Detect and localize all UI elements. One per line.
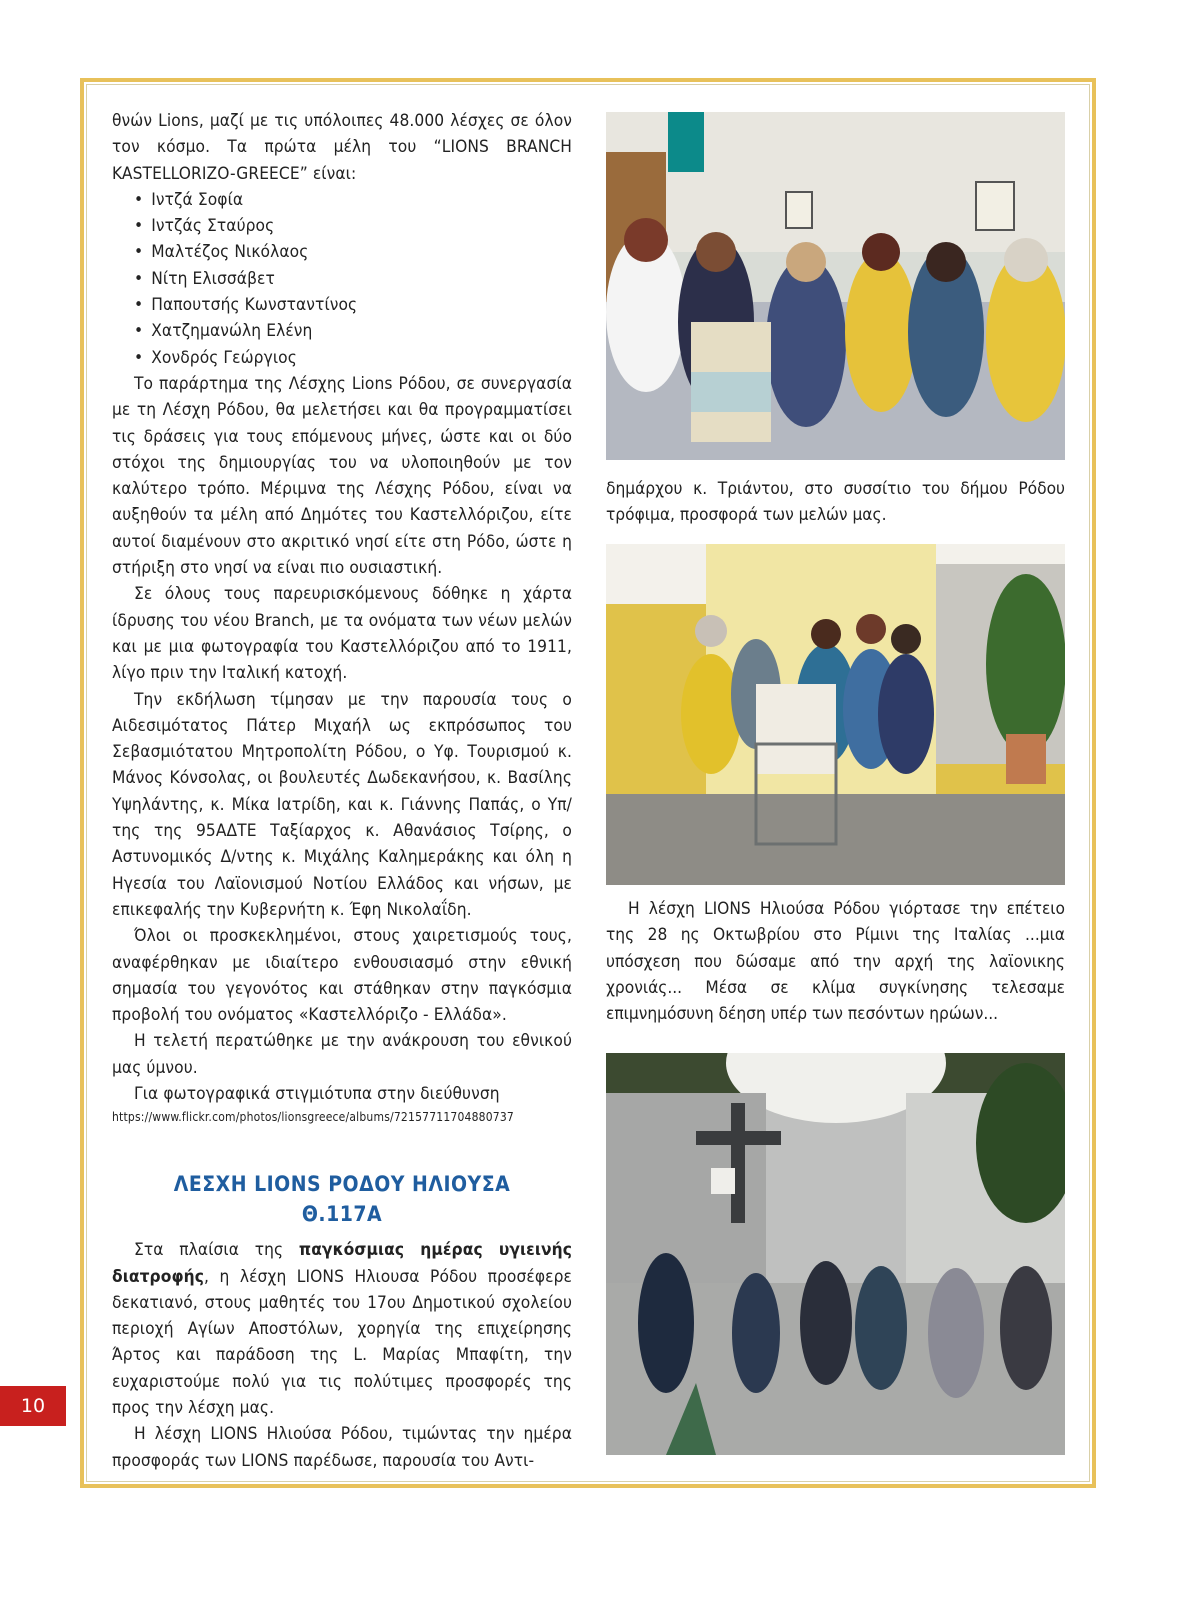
caption-text: Η λέσχη LIONS Ηλιούσα Ρόδου γιόρτασε την επέτειο της 28 ης Οκτωβρίου στο Ρίμινι της Ιταλίας ...μια υπόσχεση που δώσαμε από την αρχή της λαϊονικης χρονιάς... Μέσα σε κλίμα συγκίνησης τελεσαμε επιμνημόσυνη δέηση υπέρ των πεσόντων ηρώων... xyxy=(606,899,1065,1025)
caption-1 xyxy=(606,476,1065,529)
body-paragraph: Η λέσχη LIONS Ηλιούσα Ρόδου, τιμώντας την ημέρα προσφοράς των LIONS παρέδωσε, παρουσία του Αντι- xyxy=(112,1424,572,1471)
list-item: • Ιντζά Σοφία xyxy=(134,187,572,213)
list-item: • Χονδρός Γεώργιος xyxy=(134,345,572,371)
heading-line-2: Θ.117Α xyxy=(301,1202,383,1227)
bold-text: παγκόσμιας ημέρας υγιεινής διατροφής xyxy=(112,1240,572,1287)
body-paragraph: Σε όλους τους παρευρισκόμενους δόθηκε η χάρτα ίδρυσης του νέου Branch, με τα ονόματα των νέων μελών και με μια φωτογραφία του Καστελλόριζου από το 1911, λίγο πριν την Ιταλική κατοχή. xyxy=(112,584,572,684)
section-heading xyxy=(112,1169,572,1229)
body-paragraph: Όλοι οι προσκεκλημένοι, στους χαιρετισμούς τους, αναφέρθηκαν με ιδιαίτερο ενθουσιασμό στην εθνική σημασία του γεγονότος και στάθηκαν στην παγκόσμια προβολή του ονόματος «Καστελλόριζο - Ελλάδα». xyxy=(112,926,572,1026)
list-item: • Μαλτέζος Νικόλαος xyxy=(134,239,572,265)
photo-memorial-image xyxy=(606,1053,1065,1455)
group-photo-office xyxy=(606,112,1065,460)
photo-donation-image xyxy=(606,544,1065,885)
caption-text: δημάρχου κ. Τριάντου, στο συσσίτιο του δήμου Ρόδου τρόφιμα, προσφορά των μελών μας. xyxy=(606,479,1065,526)
memorial-photo xyxy=(606,1053,1065,1455)
list-item: • Χατζημανώλη Ελένη xyxy=(134,318,572,344)
list-item: • Ιντζάς Σταύρος xyxy=(134,213,572,239)
caption-2 xyxy=(606,896,1065,1027)
list-item: • Παπουτσής Κωνσταντίνος xyxy=(134,292,572,318)
body-paragraph: Το παράρτημα της Λέσχης Lions Ρόδου, σε συνεργασία με τη Λέσχη Ρόδου, θα μελετήσει και θα προγραμματίσει τις δράσεις για τους επόμενους μήνες, ώστε και οι δύο στόχοι της δημιουργίας του να υλοποιηθούν με τον καλύτερο τρόπο. Μέριμνα της Λέσχης Ρόδου, είναι να αυξηθούν τα μέλη από Δημότες του Καστελλόριζου, είτε αυτοί διαμένουν στο ακριτικό νησί είτε στη Ρόδο, ώστε η στήριξη στο νησί να είναι πιο ουσιαστική. xyxy=(112,373,572,579)
flickr-link[interactable]: https://www.flickr.com/photos/lionsgreece/albums/72157711704880737 xyxy=(112,1110,515,1125)
page-number: 10 xyxy=(0,1386,66,1426)
body-paragraph: Η τελετή περατώθηκε με την ανάκρουση του εθνικού μας ύμνου. xyxy=(112,1031,572,1078)
photo-office-image xyxy=(606,112,1065,460)
left-column xyxy=(112,108,572,1474)
text-span: , η λέσχη LIONS Ηλιουσα Ρόδου προσέφερε δεκατιανό, στους μαθητές του 17ου Δημοτικού σχολείου περιοχή Αγίων Αποστόλων, χορηγία της επιχείρησης Άρτος και παράδοση της L. Μαρίας Μπαφίτη, την ευχαριστούμε πολύ για τις πολύτιμες προσφορές της προς την λέσχη μας. xyxy=(112,1266,572,1419)
members-list xyxy=(112,187,572,371)
body-paragraph xyxy=(112,1237,572,1421)
group-photo-donation xyxy=(606,544,1065,885)
text-span: Στα πλαίσια της xyxy=(134,1240,299,1261)
intro-paragraph: θνών Lions, μαζί με τις υπόλοιπες 48.000 λέσχες σε όλον τον κόσμο. Τα πρώτα μέλη του “LIONS BRANCH KASTELLORIZO-GREECE” είναι: xyxy=(112,111,572,184)
body-paragraph: Για φωτογραφικά στιγμιότυπα στην διεύθυνση xyxy=(134,1083,500,1104)
body-paragraph: Την εκδήλωση τίμησαν με την παρουσία τους ο Αιδεσιμότατος Πάτερ Μιχαήλ ως εκπρόσωπος του Σεβασμιότατου Μητροπολίτη Ρόδου, ο Υφ. Τουρισμού κ. Μάνος Κόνσολας, οι βουλευτές Δωδεκανήσου, κ. Βασίλης Υψηλάντης, κ. Μίκα Ιατρίδη, και κ. Γιάννης Παπάς, ο Υπ/της της 95ΑΔΤΕ Ταξίαρχος κ. Αθανάσιος Τσίρης, ο Αστυνομικός Δ/ντης κ. Μιχάλης Καλημεράκης και όλη η Ηγεσία του Λαϊονισμού Νοτίου Ελλάδος και νήσων, με επικεφαλής την Κυβερνήτη κ. Έφη Νικολαΐδη. xyxy=(112,689,572,920)
list-item: • Νίτη Ελισσάβετ xyxy=(134,266,572,292)
heading-line-1: ΛΕΣΧΗ LIONS ΡΟΔΟΥ ΗΛΙΟΥΣΑ xyxy=(173,1172,511,1197)
